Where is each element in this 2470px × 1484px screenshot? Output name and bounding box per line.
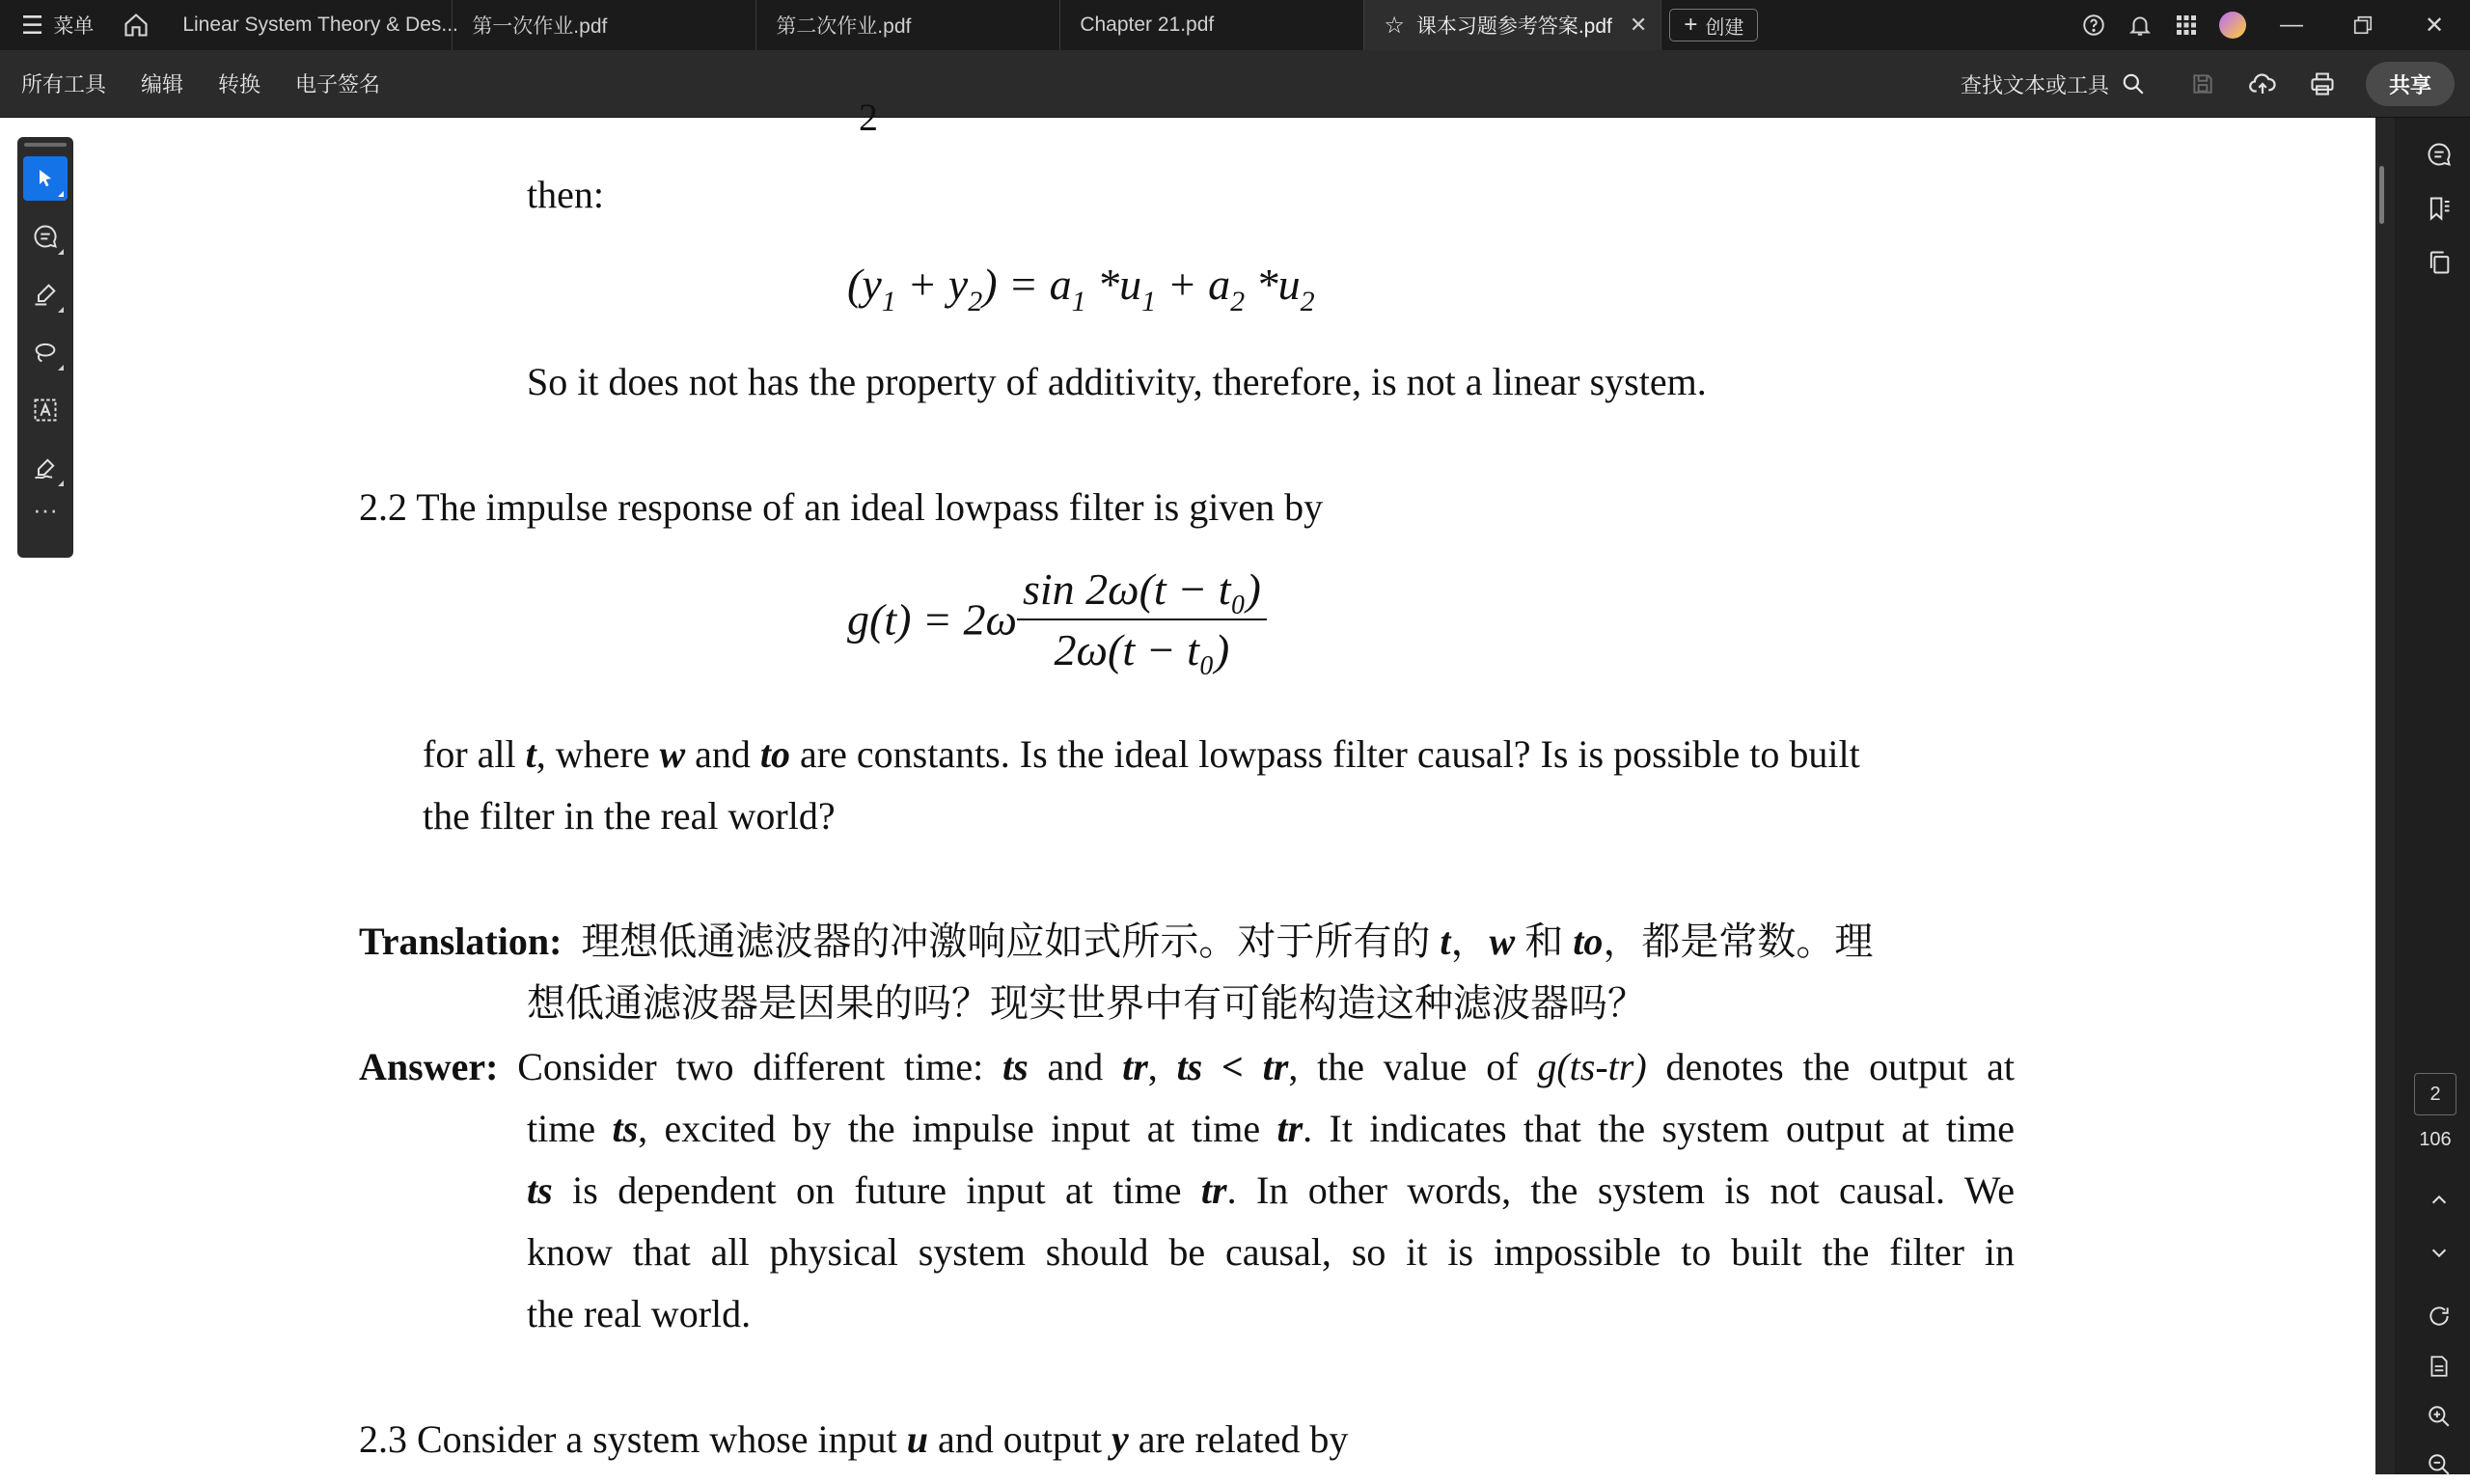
main-toolbar [0, 50, 2470, 118]
close-tab-icon[interactable]: ✕ [1629, 13, 1648, 37]
text-box-tool[interactable] [23, 388, 68, 432]
menu-button[interactable] [0, 0, 109, 50]
partial-text-top: 2 [859, 96, 878, 139]
tab-textbook-answers[interactable]: ☆ 课本习题参考答案.pdf ✕ [1364, 0, 1661, 50]
question-2-2-heading: 2.2 The impulse response of an ideal lowpass filter is given by [359, 485, 1324, 529]
close-window-icon: ✕ [2424, 12, 2445, 39]
question-2-3-heading: 2.3 Consider a system whose input u and output y are related by [359, 1417, 1349, 1461]
bell-icon [2127, 13, 2153, 38]
fraction [1017, 563, 1267, 675]
zoom-out-button[interactable] [2420, 1445, 2458, 1484]
previous-page-button[interactable] [2420, 1181, 2458, 1220]
question-2-2-body: for all t, where w and to are constants. Is the ideal lowpass filter causal? Is is possible to built [423, 732, 1860, 776]
draw-tool[interactable] [23, 330, 68, 374]
tab-chapter-21[interactable]: Chapter 21.pdf [1060, 0, 1364, 50]
fraction-denominator: 2ω(t − t₀) [1054, 625, 1230, 674]
search-icon [2121, 71, 2146, 96]
find-text-or-tools[interactable]: 查找文本或工具 [1961, 69, 2146, 99]
save-button[interactable] [2173, 50, 2233, 118]
close-window-button[interactable] [2399, 0, 2470, 50]
plus-icon: + [1684, 12, 1698, 38]
comments-panel-button[interactable] [2420, 135, 2458, 174]
restore-icon [2352, 14, 2374, 36]
rotate-icon [2427, 1304, 2452, 1329]
sign-tool[interactable] [23, 446, 68, 490]
star-icon[interactable]: ☆ [1384, 12, 1405, 39]
zoom-in-button[interactable] [2420, 1397, 2458, 1436]
comment-tool[interactable] [23, 214, 68, 259]
translation-line2: 想低通滤波器是因果的吗？现实世界中有可能构造这种滤波器吗？ [527, 981, 1646, 1025]
question-2-2-body-line2: the filter in the real world? [423, 794, 836, 838]
restore-button[interactable] [2327, 0, 2399, 50]
title-bar [0, 0, 2470, 50]
save-icon [2190, 71, 2215, 96]
answer-line1: Answer: Consider two different time: ts and tr, ts < tr, the value of g(ts-tr) denotes the output at [359, 1045, 2015, 1088]
equation-impulse-response: g(t) = 2ω $\frac{\text{sin 2ω(t − t₀)}}{\text{2ω(t − t₀)}}$ [847, 563, 1267, 675]
print-button[interactable] [2292, 50, 2352, 118]
chevron-down-icon [2429, 1242, 2450, 1263]
pen-highlight-icon [32, 281, 59, 308]
create-button[interactable]: + 创建 [1669, 9, 1758, 41]
upload-button[interactable] [2233, 50, 2292, 118]
toolbar-right [1961, 50, 2470, 118]
rotate-button[interactable] [2420, 1297, 2458, 1335]
comment-icon [32, 223, 59, 250]
highlight-tool[interactable] [23, 272, 68, 316]
panel-drag-handle[interactable] [24, 143, 67, 147]
chevron-up-icon [2429, 1190, 2450, 1211]
scrollbar[interactable] [2375, 118, 2395, 1474]
apps-grid-icon [2175, 14, 2198, 37]
minimize-icon: — [2280, 12, 2303, 38]
fraction-numerator: sin 2ω(t − t₀) [1017, 563, 1267, 620]
page-layout-icon [2427, 1354, 2452, 1379]
comment-panel-icon [2426, 141, 2453, 168]
pdf-page [0, 96, 2375, 1474]
cursor-arrow-icon [34, 167, 57, 190]
answer-line3: ts is dependent on future input at time tr. In other words, the system is not causal. We [527, 1168, 2016, 1212]
home-icon [123, 12, 150, 39]
minimize-button[interactable] [2256, 0, 2327, 50]
select-tool[interactable] [23, 156, 68, 201]
answer-line4: know that all physical system should be causal, so it is impossible to built the filter in [527, 1230, 2015, 1274]
edit-menu[interactable]: 编辑 [141, 72, 184, 96]
conclusion-text: So it does not has the property of additivity, therefore, is not a linear system. [527, 360, 1707, 403]
pages-panel-button[interactable] [2420, 243, 2458, 282]
notifications-button[interactable] [2117, 0, 2163, 50]
bookmark-icon [2426, 195, 2453, 222]
tab-linear-system-theory[interactable]: Linear System Theory & Des... [163, 0, 453, 50]
tab-homework-1[interactable]: 第一次作业.pdf [453, 0, 756, 50]
translation-line1: Translation: 理想低通滤波器的冲激响应如式所示。对于所有的 t，w 和 to，都是常数。理 [359, 920, 1874, 963]
tab-homework-2[interactable]: 第二次作业.pdf [756, 0, 1060, 50]
answer-line5: the real world. [527, 1292, 752, 1335]
lasso-draw-icon [32, 339, 59, 366]
zoom-in-icon [2427, 1404, 2452, 1429]
page-display-button[interactable] [2420, 1347, 2458, 1386]
hamburger-icon: ☰ [21, 10, 44, 40]
share-button[interactable]: 共享 [2366, 62, 2455, 106]
equation-additivity: $(y_1 + y_2) = a_1$ $*u_1 + a_2$ $*u_2$ [847, 260, 1315, 317]
answer-line2: time ts, excited by the impulse input at time tr. It indicates that the system output at time [527, 1107, 2016, 1150]
scrollbar-thumb[interactable] [2379, 166, 2384, 224]
fill-sign-icon [32, 454, 59, 481]
current-page-input[interactable]: 2 [2414, 1073, 2456, 1115]
help-button[interactable] [2071, 0, 2117, 50]
e-sign-menu[interactable]: 电子签名 [295, 72, 381, 96]
text-box-icon [32, 397, 59, 424]
copy-pages-icon [2426, 249, 2453, 276]
bookmarks-panel-button[interactable] [2420, 189, 2458, 228]
answer-label: Answer: [359, 1045, 499, 1088]
right-rail [2375, 118, 2470, 1474]
help-icon [2081, 13, 2106, 38]
zoom-out-icon [2427, 1452, 2452, 1477]
quick-tools-panel [17, 137, 73, 558]
profile-avatar[interactable] [2219, 12, 2246, 39]
apps-button[interactable] [2163, 0, 2209, 50]
printer-icon [2309, 70, 2336, 97]
next-page-button[interactable] [2420, 1233, 2458, 1272]
menu-label: 菜单 [53, 15, 95, 38]
all-tools-menu[interactable]: 所有工具 [21, 72, 107, 96]
then-label: then: [527, 173, 604, 216]
total-pages: 106 [2419, 1129, 2452, 1150]
cloud-upload-icon [2248, 69, 2277, 98]
more-tools-icon[interactable]: ··· [33, 495, 58, 524]
home-button[interactable] [109, 0, 163, 50]
convert-menu[interactable]: 转换 [218, 72, 261, 96]
title-bar-right [2071, 0, 2470, 50]
translation-label: Translation: [359, 920, 563, 963]
